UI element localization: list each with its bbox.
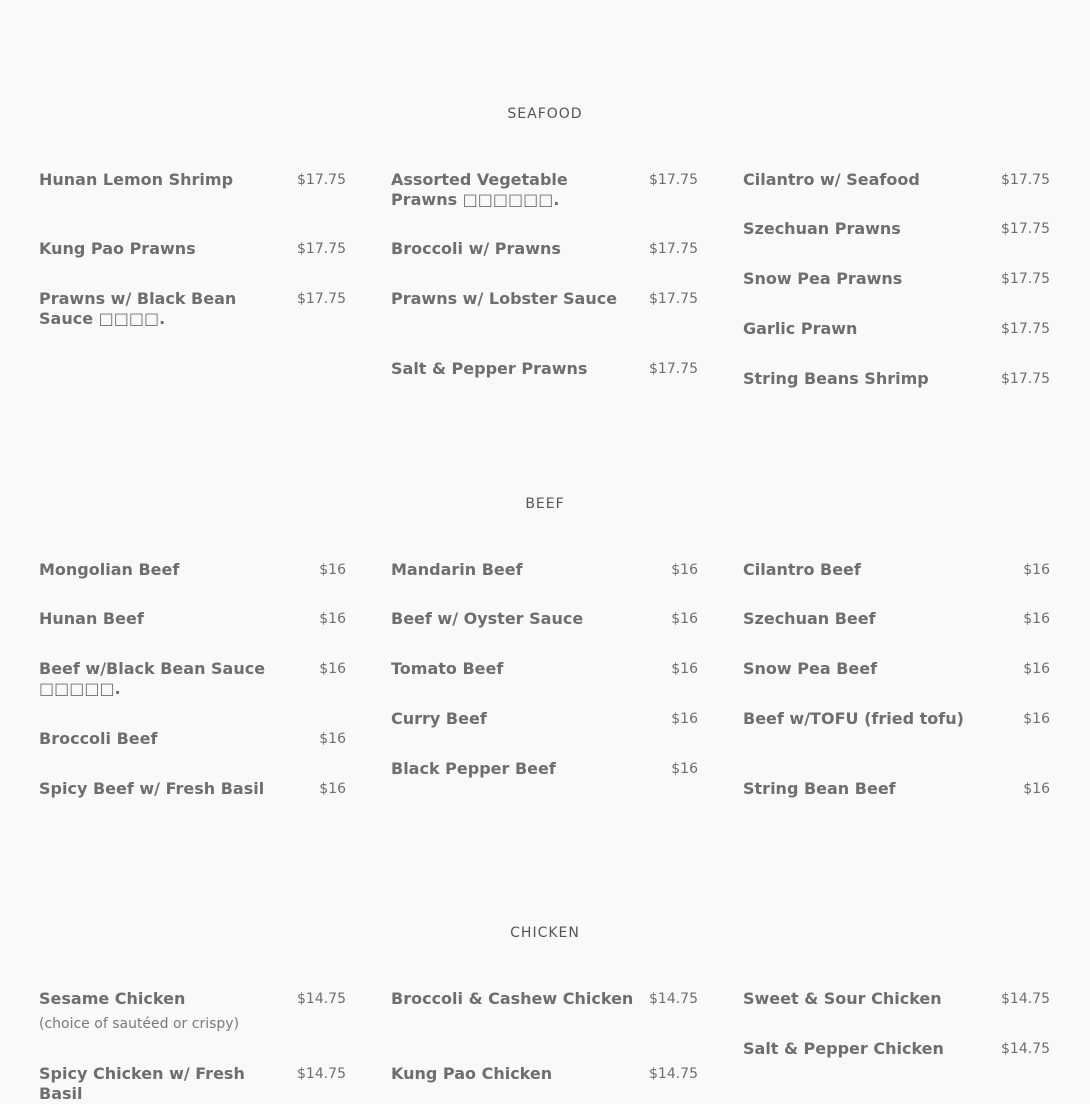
section-title-seafood: SEAFOOD: [507, 106, 583, 122]
item-price: $17.75: [297, 241, 346, 257]
menu-item: [743, 659, 1050, 679]
item-price: $16: [1023, 661, 1050, 677]
menu-item: [743, 989, 1050, 1009]
item-name: Spicy Beef w/ Fresh Basil: [39, 779, 265, 798]
item-price: $14.75: [297, 991, 346, 1007]
item-name: Broccoli & Cashew Chicken: [391, 989, 634, 1008]
menu-item: [743, 709, 1050, 729]
item-name: Salt & Pepper Chicken: [743, 1039, 944, 1058]
item-name: Black Pepper Beef: [391, 759, 556, 778]
item-name: Broccoli Beef: [39, 729, 158, 748]
item-price: $14.75: [1001, 1041, 1050, 1057]
menu-item: [39, 989, 346, 1034]
menu-item: [39, 779, 346, 799]
item-price: $16: [319, 611, 346, 627]
item-name: Hunan Beef: [39, 609, 144, 628]
item-price: $17.75: [649, 361, 698, 377]
item-name: Assorted Vegetable Prawns □□□□□□.: [391, 170, 568, 209]
menu-item: [391, 659, 698, 679]
item-price: $17.75: [649, 172, 698, 188]
item-price: $17.75: [297, 291, 346, 307]
menu-item: [391, 289, 698, 309]
menu-item: [39, 560, 346, 580]
item-name: Snow Pea Beef: [743, 659, 878, 678]
item-name: Beef w/ Oyster Sauce: [391, 609, 584, 628]
menu-item: [39, 289, 346, 329]
item-price: $16: [671, 661, 698, 677]
item-name: Hunan Lemon Shrimp: [39, 170, 234, 189]
menu-item: [39, 1064, 346, 1104]
item-name: String Beans Shrimp: [743, 369, 929, 388]
section-title-chicken: CHICKEN: [510, 925, 580, 941]
item-price: $14.75: [649, 991, 698, 1007]
item-price: $16: [319, 661, 346, 677]
item-name: Curry Beef: [391, 709, 487, 728]
item-name: Sweet & Sour Chicken: [743, 989, 942, 1008]
menu-item: [743, 269, 1050, 289]
item-price: $17.75: [1001, 221, 1050, 237]
item-price: $16: [1023, 611, 1050, 627]
menu-item: [39, 659, 346, 699]
menu-item: [39, 239, 346, 259]
menu-item: [391, 560, 698, 580]
item-price: $17.75: [1001, 371, 1050, 387]
item-name: Cilantro w/ Seafood: [743, 170, 920, 189]
item-price: $16: [671, 562, 698, 578]
menu-item: [743, 560, 1050, 580]
item-description: (choice of sautéed or crispy): [39, 1016, 240, 1032]
menu-item: [391, 239, 698, 259]
item-price: $17.75: [1001, 321, 1050, 337]
menu-item: [743, 319, 1050, 339]
item-name: Beef w/TOFU (fried tofu): [743, 709, 964, 728]
item-price: $16: [319, 562, 346, 578]
item-name: Mandarin Beef: [391, 560, 523, 579]
item-name: Broccoli w/ Prawns: [391, 239, 561, 258]
item-price: $17.75: [649, 291, 698, 307]
menu-item: [391, 359, 698, 379]
menu-item: [391, 989, 698, 1009]
item-name: Tomato Beef: [391, 659, 504, 678]
item-name: Kung Pao Prawns: [39, 239, 196, 258]
item-name: Szechuan Beef: [743, 609, 876, 628]
menu-item: [743, 1039, 1050, 1059]
item-name: Prawns w/ Lobster Sauce: [391, 289, 618, 308]
item-name: Garlic Prawn: [743, 319, 858, 338]
menu-item: [391, 709, 698, 729]
item-price: $16: [319, 731, 346, 747]
item-price: $16: [1023, 711, 1050, 727]
menu-item: [39, 170, 346, 190]
item-price: $14.75: [649, 1066, 698, 1082]
item-name: Mongolian Beef: [39, 560, 180, 579]
menu-item: [39, 729, 346, 749]
item-name: Beef w/Black Bean Sauce □□□□□.: [39, 659, 266, 698]
menu-item: [391, 170, 698, 210]
item-price: $16: [319, 781, 346, 797]
menu-item: [743, 369, 1050, 389]
menu-item: [743, 779, 1050, 799]
section-title-beef: BEEF: [525, 496, 565, 512]
item-name: Salt & Pepper Prawns: [391, 359, 588, 378]
item-price: $16: [1023, 562, 1050, 578]
item-price: $16: [1023, 781, 1050, 797]
item-name: Spicy Chicken w/ Fresh Basil: [39, 1064, 245, 1103]
item-price: $14.75: [297, 1066, 346, 1082]
item-name: String Bean Beef: [743, 779, 896, 798]
menu-item: [743, 170, 1050, 190]
item-price: $14.75: [1001, 991, 1050, 1007]
menu-item: [391, 759, 698, 779]
menu-item: [39, 609, 346, 629]
item-price: $17.75: [649, 241, 698, 257]
item-price: $16: [671, 611, 698, 627]
menu-item: [743, 219, 1050, 239]
item-name: Szechuan Prawns: [743, 219, 901, 238]
item-price: $17.75: [1001, 172, 1050, 188]
item-price: $16: [671, 761, 698, 777]
item-name: Prawns w/ Black Bean Sauce □□□□.: [39, 289, 237, 328]
menu-item: [743, 609, 1050, 629]
item-name: Cilantro Beef: [743, 560, 861, 579]
item-name: Kung Pao Chicken: [391, 1064, 553, 1083]
item-price: $16: [671, 711, 698, 727]
item-name: Sesame Chicken: [39, 989, 186, 1008]
menu-item: [391, 1064, 698, 1084]
item-price: $17.75: [297, 172, 346, 188]
item-price: $17.75: [1001, 271, 1050, 287]
menu-item: [391, 609, 698, 629]
item-name: Snow Pea Prawns: [743, 269, 903, 288]
